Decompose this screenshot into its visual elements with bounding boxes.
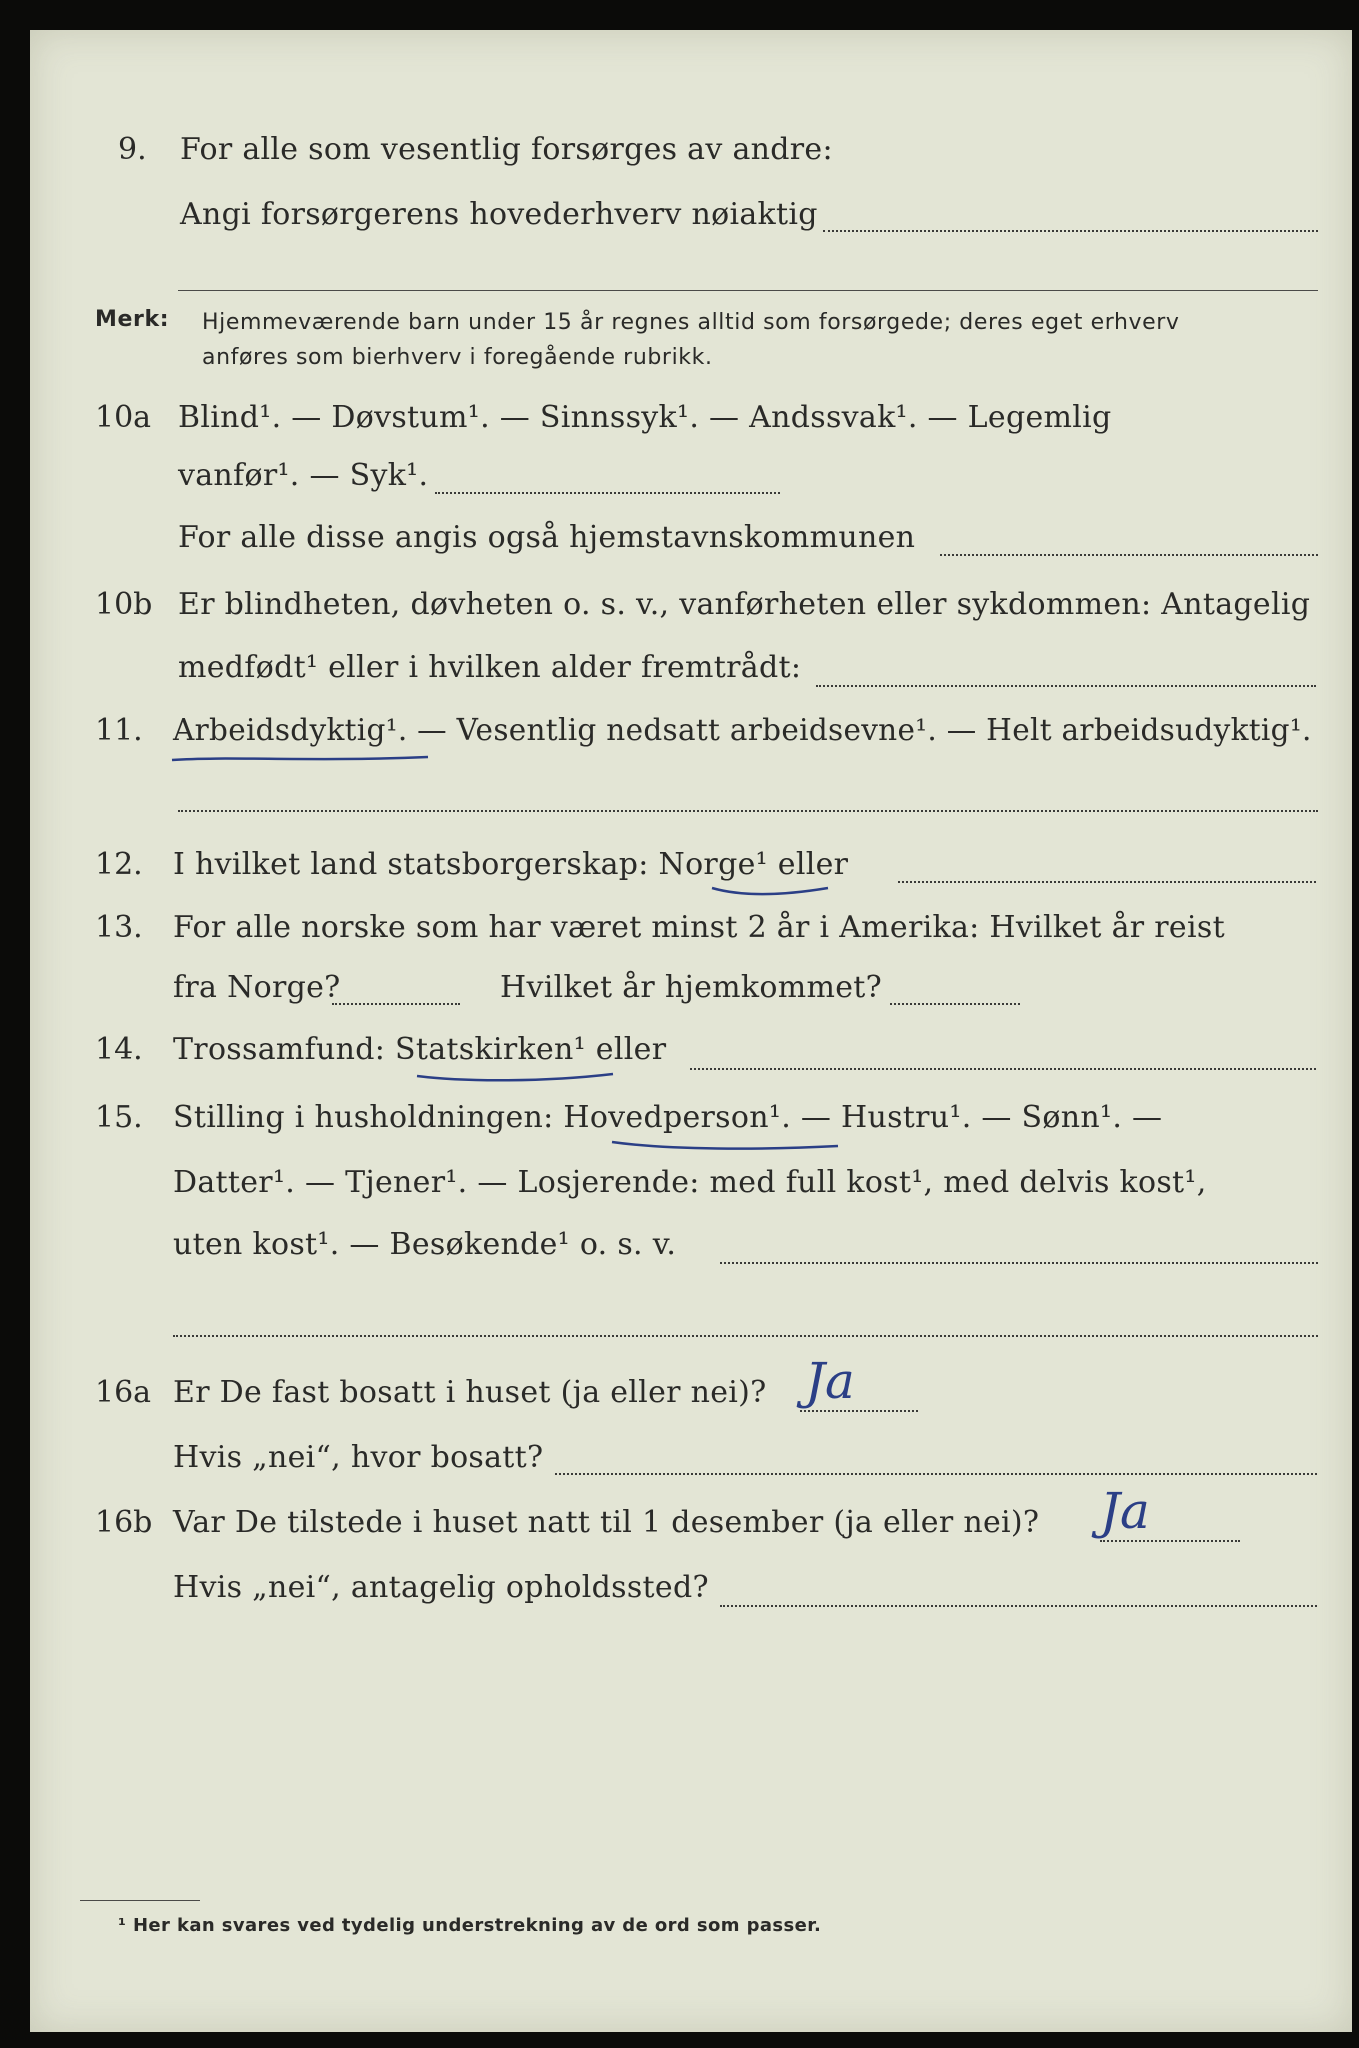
q10a-line2: vanfør¹. — Syk¹. bbox=[178, 458, 429, 493]
q10a-number: 10a bbox=[95, 400, 152, 435]
q11-line1: Arbeidsdyktig¹. — Vesentlig nedsatt arbeidsevne¹. — Helt arbeidsudyktig¹. bbox=[173, 713, 1312, 747]
q16a-answer-line bbox=[800, 1410, 918, 1412]
q12-line1: I hvilket land statsborgerskap: Norge¹ eller bbox=[173, 847, 849, 882]
q10b-answer-line bbox=[816, 685, 1316, 687]
q12-answer-line bbox=[898, 881, 1316, 883]
q10a-hjemstavn-line bbox=[940, 554, 1318, 556]
q14-number: 14. bbox=[95, 1032, 143, 1067]
q15-answer-line-2 bbox=[173, 1335, 1318, 1337]
q11-number: 11. bbox=[95, 713, 143, 748]
q14-answer-line bbox=[690, 1068, 1316, 1070]
q14-statskirken-underline bbox=[415, 1070, 615, 1086]
q13-number: 13. bbox=[95, 910, 143, 945]
q11-answer-line bbox=[178, 810, 1318, 812]
footnote-rule bbox=[80, 1900, 200, 1901]
q11-arbeidsdyktig-underline bbox=[170, 752, 430, 766]
q9-answer-line bbox=[823, 230, 1318, 232]
q9-number: 9. bbox=[118, 132, 147, 167]
q15-line2: Datter¹. — Tjener¹. — Losjerende: med full kost¹, med delvis kost¹, bbox=[173, 1165, 1207, 1200]
q15-answer-line bbox=[720, 1262, 1318, 1264]
q13-line2a: fra Norge? bbox=[173, 970, 341, 1005]
q13-line2b: Hvilket år hjemkommet? bbox=[500, 970, 883, 1005]
q16b-line1: Var De tilstede i huset natt til 1 desember (ja eller nei)? bbox=[173, 1505, 1040, 1540]
q12-number: 12. bbox=[95, 847, 143, 882]
q10b-number: 10b bbox=[95, 587, 153, 622]
q10a-answer-line bbox=[435, 492, 780, 494]
q15-number: 15. bbox=[95, 1100, 143, 1135]
q13-reist-line bbox=[332, 1003, 460, 1005]
q12-norge-underline bbox=[710, 882, 830, 900]
merk-line2: anføres som bierhverv i foregående rubrikk. bbox=[202, 345, 713, 370]
q15-hovedperson-underline bbox=[610, 1138, 840, 1154]
q15-line3: uten kost¹. — Besøkende¹ o. s. v. bbox=[173, 1227, 677, 1262]
q13-line1: For alle norske som har været minst 2 år i Amerika: Hvilket år reist bbox=[173, 910, 1225, 945]
q16b-handwritten-answer: Ja bbox=[1100, 1482, 1150, 1540]
q16a-line2: Hvis „nei“, hvor bosatt? bbox=[173, 1440, 544, 1475]
q9-line1: For alle som vesentlig forsørges av andre: bbox=[180, 132, 833, 167]
q14-line1: Trossamfund: Statskirken¹ eller bbox=[173, 1032, 667, 1067]
q16b-answer-line bbox=[1100, 1540, 1240, 1542]
census-form-page bbox=[30, 30, 1352, 2032]
q16a-bosatt-line bbox=[555, 1473, 1317, 1475]
footnote-text: ¹ Her kan svares ved tydelig understrekning av de ord som passer. bbox=[118, 1915, 822, 1936]
merk-line1: Hjemmeværende barn under 15 år regnes alltid som forsørgede; deres eget erhverv bbox=[202, 310, 1180, 335]
q9-line2: Angi forsørgerens hovederhverv nøiaktig bbox=[180, 197, 818, 232]
q13-hjemkommet-line bbox=[890, 1003, 1020, 1005]
q10b-line1: Er blindheten, døvheten o. s. v., vanførheten eller sykdommen: Antagelig bbox=[178, 587, 1311, 622]
q10a-line3: For alle disse angis også hjemstavnskommunen bbox=[178, 520, 916, 555]
q16a-line1: Er De fast bosatt i huset (ja eller nei)? bbox=[173, 1375, 767, 1410]
q9-answer-rule bbox=[178, 290, 1318, 291]
merk-label: Merk: bbox=[95, 307, 170, 332]
q16a-handwritten-answer: Ja bbox=[805, 1352, 855, 1410]
q16b-number: 16b bbox=[95, 1505, 153, 1540]
q16a-number: 16a bbox=[95, 1375, 152, 1410]
q16b-opholdssted-line bbox=[720, 1605, 1317, 1607]
q10a-line1: Blind¹. — Døvstum¹. — Sinnssyk¹. — Andssvak¹. — Legemlig bbox=[178, 400, 1112, 435]
q10b-line2: medfødt¹ eller i hvilken alder fremtrådt: bbox=[178, 650, 802, 685]
q16b-line2: Hvis „nei“, antagelig opholdssted? bbox=[173, 1570, 709, 1605]
q15-line1: Stilling i husholdningen: Hovedperson¹. — Hustru¹. — Sønn¹. — bbox=[173, 1100, 1163, 1135]
